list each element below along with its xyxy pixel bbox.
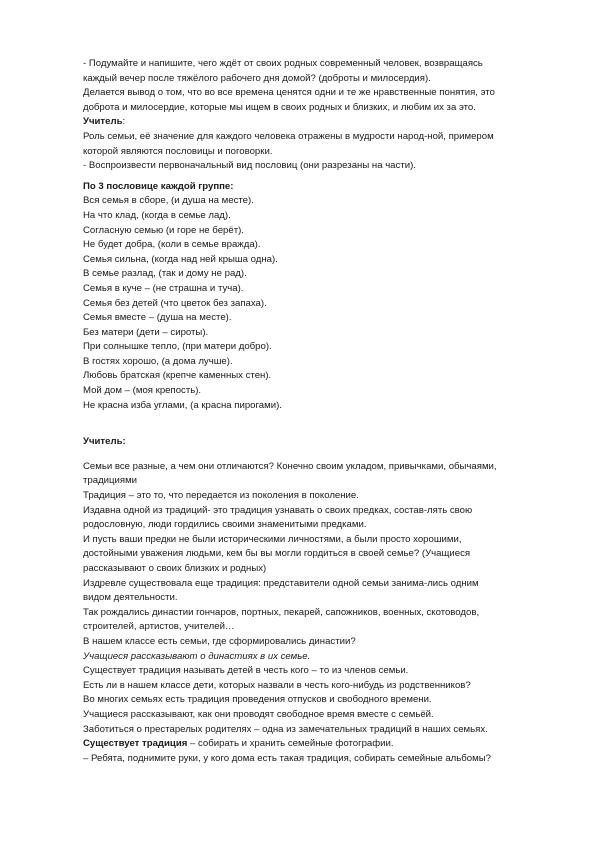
main-text-line: Учащиеся рассказывают, как они проводят свободное время вместе с семьёй.	[83, 708, 434, 720]
main-text-line: Традиция – это то, что передается из поколения в поколение.	[83, 490, 359, 502]
teacher-label: Учитель	[83, 116, 123, 128]
proverb-line: На что клад, (когда в семье лад).	[83, 209, 231, 221]
spacer	[83, 413, 551, 435]
intro-line: Делается вывод о том, что во все времена ценятся одни и те же нравственные понятия, это	[83, 87, 495, 99]
intro-line: - Подумайте и напишите, чего ждёт от своих родных современный человек, возвращаясь	[83, 58, 483, 69]
main-text-line: Существует традиция называть детей в честь кого – то из членов семьи.	[83, 665, 409, 677]
tradition-rest: – собирать и хранить семейные фотографии.	[187, 738, 394, 750]
teacher-text-line: Роль семьи, её значение для каждого человека отражены в мудрости народ-ной, примером	[83, 130, 494, 142]
main-text-line: рассказывают о своих близких и родных)	[83, 563, 267, 574]
main-text-line: В нашем классе есть семьи, где сформировались династии?	[83, 635, 356, 647]
proverb-line: При солнышке тепло, (при матери добро).	[83, 341, 272, 353]
teacher-heading-2: Учитель:	[83, 436, 126, 448]
proverb-line: Семья без детей (что цветок без запаха).	[83, 297, 267, 309]
main-text-line: Семьи все разные, а чем они отличаются? Конечно своим укладом, привычками, обычаями,	[83, 460, 497, 472]
spacer	[83, 450, 551, 460]
teacher-colon: :	[122, 116, 126, 128]
main-text-line: Издавна одной из традиций- это традиция узнавать о своих предках, состав-лять свою	[83, 504, 473, 516]
main-text-line: Так рождались династии гончаров, портных, пекарей, сапожников, военных, скотоводов,	[83, 606, 480, 618]
intro-line: доброта и милосердие, которые мы ищем в своих родных и близких, и любим их за это.	[83, 101, 476, 113]
proverbs-heading: По 3 пословице каждой группе:	[83, 180, 234, 192]
last-line: – Ребята, поднимите руки, у кого дома есть такая традиция, собирать семейные альбомы?	[83, 752, 491, 764]
proverb-line: Любовь братская (крепче каменных стен).	[83, 370, 272, 382]
proverb-line: Семья в куче – (не страшна и туча).	[83, 282, 244, 294]
main-text-line: традициями	[83, 475, 138, 487]
main-text-line: Во многих семьях есть традиция проведения отпусков и свободного времени.	[83, 694, 432, 706]
proverb-line: Не будет добра, (коли в семье вражда).	[83, 239, 261, 251]
main-text-line: И пусть ваши предки не были историческими личностями, а были просто хорошими,	[83, 533, 462, 545]
main-text-line: строителей, артистов, учителей…	[83, 621, 235, 633]
main-text-line: родословную, люди гордились своими знаменитыми предками.	[83, 519, 367, 531]
italic-note: Учащиеся рассказывают о династиях в их семье.	[83, 650, 311, 662]
proverb-line: Мой дом – (моя крепость).	[83, 385, 202, 397]
teacher-heading-1	[83, 115, 551, 130]
main-text-line: Заботиться о престарелых родителях – одна из замечательных традиций в наших семьях.	[83, 723, 488, 735]
document-body	[83, 57, 551, 766]
proverb-line: Без матери (дети – сироты).	[83, 326, 209, 338]
proverb-line: Не красна изба углами, (а красна пирогами).	[83, 399, 282, 411]
teacher-text-line: которой являются пословицы и поговорки.	[83, 145, 273, 157]
main-text-line: Издревле существовала еще традиция: представители одной семьи занима-лись одним	[83, 577, 479, 589]
proverb-line: В гостях хорошо, (а дома лучше).	[83, 355, 233, 367]
tradition-line	[83, 737, 551, 752]
proverb-line: Вся семья в сборе, (и душа на месте).	[83, 195, 254, 207]
tradition-bold: Существует традиция	[83, 738, 188, 750]
proverb-line: Согласную семью (и горе не берёт).	[83, 224, 244, 236]
proverb-line: Семья сильна, (когда над ней крыша одна).	[83, 253, 278, 265]
proverb-line: В семье разлад, (так и дому не рад).	[83, 268, 247, 280]
teacher-text-line: - Воспроизвести первоначальный вид пословиц (они разрезаны на части).	[83, 160, 416, 172]
proverb-line: Семья вместе – (душа на месте).	[83, 312, 232, 324]
intro-line: каждый вечер после тяжёлого рабочего дня домой? (доброты и милосердия).	[83, 72, 431, 84]
main-text-line: Есть ли в нашем классе дети, которых назвали в честь кого-нибудь из родственников?	[83, 679, 471, 691]
main-text-line: достойными уважения людьми, кем бы вы могли гордиться в своей семье? (Учащиеся	[83, 548, 471, 560]
main-text-line: видом деятельности.	[83, 592, 178, 604]
